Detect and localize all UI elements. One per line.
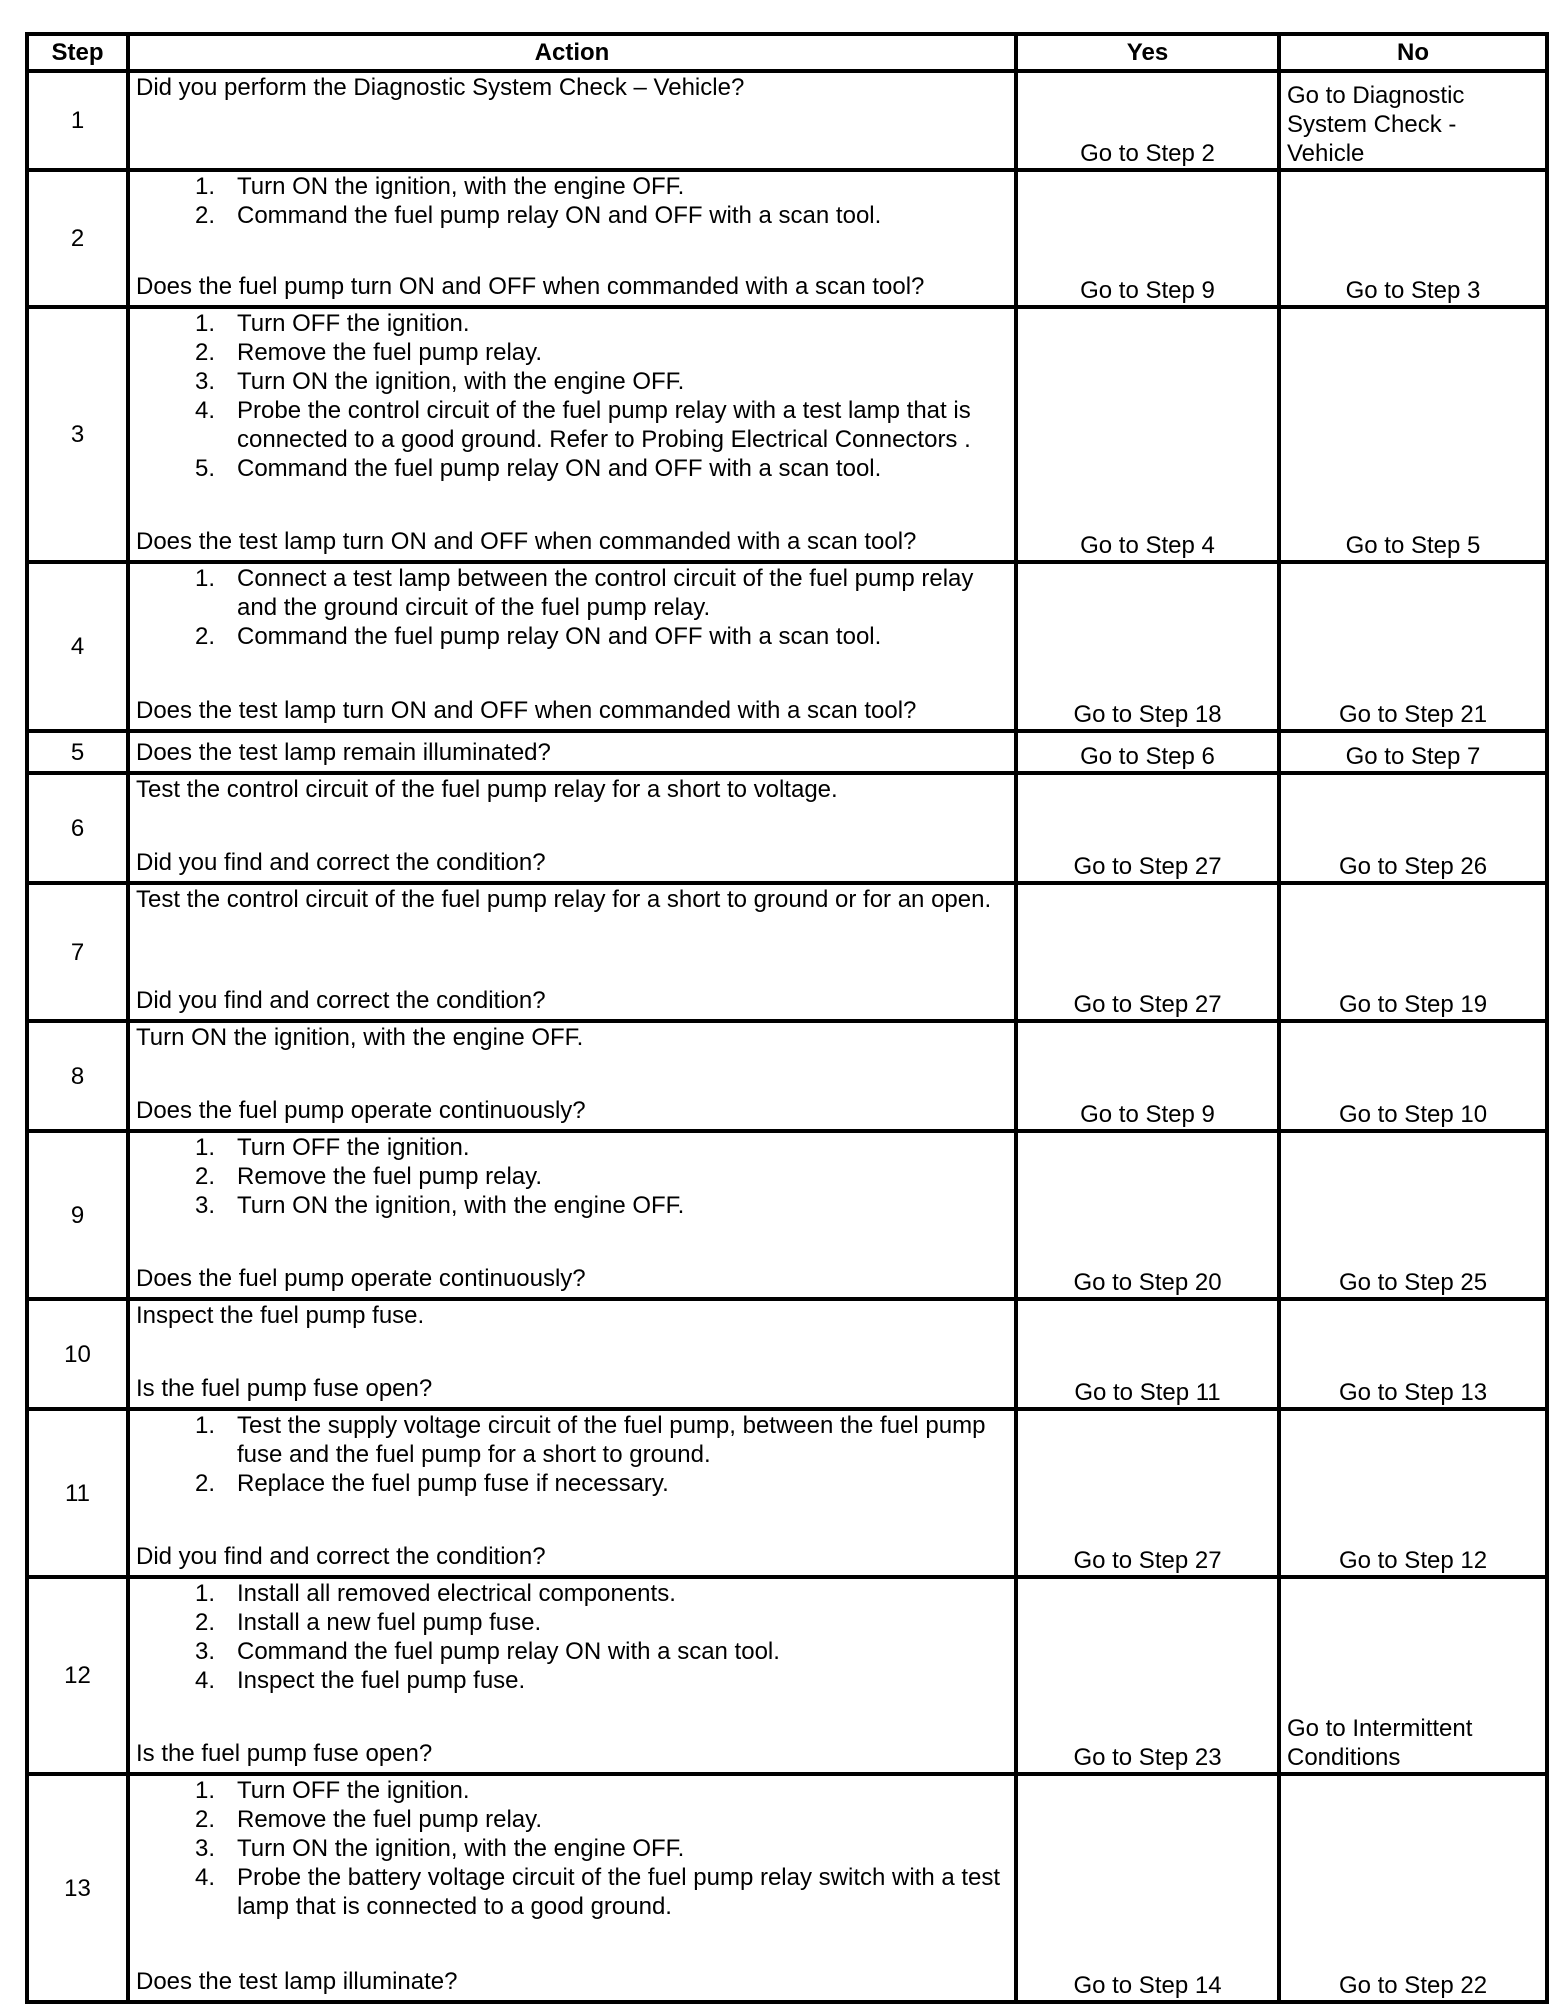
list-item (136, 564, 1008, 622)
list-item-text: Install all removed electrical components. (237, 1580, 676, 1607)
list-item-text: Connect a test lamp between the control circuit of the fuel pump relay and the ground circuit of the fuel pump relay. (237, 565, 974, 621)
list-item-number: 3. (194, 1638, 215, 1665)
action-question: Does the test lamp turn ON and OFF when commanded with a scan tool? (136, 697, 917, 724)
table-row (27, 1021, 1547, 1131)
no-link[interactable]: Go to Step 13 (1279, 1299, 1547, 1409)
list-item-text: Turn ON the ignition, with the engine OFF. (237, 1835, 685, 1862)
action-cell (128, 307, 1016, 562)
action-question: Does the test lamp illuminate? (136, 1968, 458, 1995)
list-item-number: 1. (194, 1412, 215, 1439)
no-link[interactable]: Go to Step 25 (1279, 1131, 1547, 1299)
action-intro: Inspect the fuel pump fuse. (136, 1302, 425, 1329)
list-item (136, 1805, 1008, 1834)
action-steps-list (136, 564, 1008, 651)
action-intro: Test the control circuit of the fuel pump relay for a short to voltage. (136, 776, 838, 803)
step-number: 7 (27, 883, 128, 1021)
list-item-number: 2. (194, 1609, 215, 1636)
list-item-number: 5. (194, 455, 215, 482)
header-step: Step (27, 34, 128, 71)
list-item-number: 1. (194, 310, 215, 337)
list-item (136, 367, 1008, 396)
table-row (27, 1131, 1547, 1299)
list-item-text: Command the fuel pump relay ON and OFF with a scan tool. (237, 202, 882, 229)
yes-link[interactable]: Go to Step 27 (1016, 883, 1279, 1021)
table-row (27, 562, 1547, 731)
step-number: 8 (27, 1021, 128, 1131)
no-link[interactable]: Go to Step 21 (1279, 562, 1547, 731)
action-steps-list (136, 309, 1008, 483)
action-steps-list (136, 172, 1008, 230)
list-item-text: Turn ON the ignition, with the engine OFF. (237, 368, 685, 395)
action-cell (128, 1131, 1016, 1299)
table-row (27, 773, 1547, 883)
action-cell (128, 170, 1016, 307)
list-item-text: Turn OFF the ignition. (237, 1134, 470, 1161)
action-steps-list (136, 1411, 1008, 1498)
yes-link[interactable]: Go to Step 23 (1016, 1577, 1279, 1774)
action-cell (128, 71, 1016, 170)
list-item-text: Replace the fuel pump fuse if necessary. (237, 1470, 669, 1497)
list-item-number: 2. (194, 623, 215, 650)
list-item-text: Command the fuel pump relay ON and OFF with a scan tool. (237, 455, 882, 482)
action-steps-list (136, 1133, 1008, 1220)
list-item (136, 1133, 1008, 1162)
step-number: 11 (27, 1409, 128, 1577)
step-number: 6 (27, 773, 128, 883)
list-item (136, 1579, 1008, 1608)
list-item (136, 338, 1008, 367)
no-link[interactable]: Go to Diagnostic System Check - Vehicle (1279, 71, 1547, 170)
list-item-number: 1. (194, 1777, 215, 1804)
list-item-text: Command the fuel pump relay ON with a scan tool. (237, 1638, 780, 1665)
no-link[interactable]: Go to Step 22 (1279, 1774, 1547, 2002)
action-cell (128, 731, 1016, 773)
action-cell (128, 883, 1016, 1021)
no-link[interactable]: Go to Intermittent Conditions (1279, 1577, 1547, 1774)
list-item-text: Remove the fuel pump relay. (237, 1806, 543, 1833)
step-number: 5 (27, 731, 128, 773)
list-item (136, 1863, 1008, 1921)
yes-link[interactable]: Go to Step 9 (1016, 1021, 1279, 1131)
yes-link[interactable]: Go to Step 6 (1016, 731, 1279, 773)
diagnostic-table (25, 32, 1549, 2004)
no-link[interactable]: Go to Step 12 (1279, 1409, 1547, 1577)
list-item (136, 1411, 1008, 1469)
list-item (136, 1666, 1008, 1695)
step-number: 3 (27, 307, 128, 562)
action-question: Is the fuel pump fuse open? (136, 1375, 433, 1402)
yes-link[interactable]: Go to Step 4 (1016, 307, 1279, 562)
list-item-text: Install a new fuel pump fuse. (237, 1609, 542, 1636)
list-item (136, 1834, 1008, 1863)
list-item-number: 3. (194, 1192, 215, 1219)
list-item (136, 1162, 1008, 1191)
table-row (27, 1774, 1547, 2002)
list-item (136, 454, 1008, 483)
table-row (27, 307, 1547, 562)
table-row (27, 883, 1547, 1021)
yes-link[interactable]: Go to Step 27 (1016, 773, 1279, 883)
header-row (27, 34, 1547, 71)
action-cell (128, 1577, 1016, 1774)
yes-link[interactable]: Go to Step 11 (1016, 1299, 1279, 1409)
no-link[interactable]: Go to Step 5 (1279, 307, 1547, 562)
step-number: 9 (27, 1131, 128, 1299)
action-cell (128, 562, 1016, 731)
list-item (136, 1469, 1008, 1498)
action-question: Does the fuel pump operate continuously? (136, 1265, 586, 1292)
yes-link[interactable]: Go to Step 20 (1016, 1131, 1279, 1299)
action-steps-list (136, 1776, 1008, 1921)
list-item (136, 201, 1008, 230)
action-steps-list (136, 1579, 1008, 1695)
list-item-number: 4. (194, 1667, 215, 1694)
list-item-number: 1. (194, 1134, 215, 1161)
action-question: Did you find and correct the condition? (136, 987, 546, 1014)
action-intro: Turn ON the ignition, with the engine OFF. (136, 1024, 584, 1051)
list-item-text: Turn OFF the ignition. (237, 1777, 470, 1804)
no-link[interactable]: Go to Step 19 (1279, 883, 1547, 1021)
step-number: 4 (27, 562, 128, 731)
table-row (27, 731, 1547, 773)
action-question: Does the fuel pump turn ON and OFF when commanded with a scan tool? (136, 273, 925, 300)
yes-link[interactable]: Go to Step 2 (1016, 71, 1279, 170)
yes-link[interactable]: Go to Step 14 (1016, 1774, 1279, 2002)
list-item-number: 1. (194, 1580, 215, 1607)
list-item-text: Turn ON the ignition, with the engine OFF. (237, 173, 685, 200)
action-question: Does the test lamp remain illuminated? (136, 738, 551, 766)
list-item (136, 1608, 1008, 1637)
action-question: Did you find and correct the condition? (136, 849, 546, 876)
action-question: Does the test lamp turn ON and OFF when commanded with a scan tool? (136, 528, 917, 555)
no-link[interactable]: Go to Step 7 (1279, 731, 1547, 773)
action-cell (128, 1021, 1016, 1131)
list-item-number: 4. (194, 397, 215, 424)
header-no: No (1279, 34, 1547, 71)
table-row (27, 1409, 1547, 1577)
table-row (27, 170, 1547, 307)
list-item-text: Test the supply voltage circuit of the fuel pump, between the fuel pump fuse and the fuel pump for a short to ground. (237, 1412, 986, 1468)
step-number: 13 (27, 1774, 128, 2002)
list-item-number: 1. (194, 565, 215, 592)
list-item-number: 2. (194, 1806, 215, 1833)
header-yes: Yes (1016, 34, 1279, 71)
list-item (136, 1191, 1008, 1220)
no-link[interactable]: Go to Step 10 (1279, 1021, 1547, 1131)
list-item-text: Remove the fuel pump relay. (237, 1163, 543, 1190)
list-item (136, 622, 1008, 651)
action-intro: Test the control circuit of the fuel pump relay for a short to ground or for an open. (136, 886, 992, 913)
action-cell (128, 1299, 1016, 1409)
no-link[interactable]: Go to Step 26 (1279, 773, 1547, 883)
list-item-text: Probe the battery voltage circuit of the fuel pump relay switch with a test lamp that is connected to a good ground. (237, 1864, 1001, 1920)
list-item-number: 3. (194, 1835, 215, 1862)
list-item (136, 1776, 1008, 1805)
action-cell (128, 1774, 1016, 2002)
step-number: 2 (27, 170, 128, 307)
list-item (136, 1637, 1008, 1666)
list-item-number: 2. (194, 202, 215, 229)
yes-link[interactable]: Go to Step 18 (1016, 562, 1279, 731)
list-item-number: 3. (194, 368, 215, 395)
table-row (27, 1299, 1547, 1409)
list-item-text: Turn OFF the ignition. (237, 310, 470, 337)
no-link[interactable]: Go to Step 3 (1279, 170, 1547, 307)
step-number: 1 (27, 71, 128, 170)
action-cell (128, 773, 1016, 883)
list-item-number: 4. (194, 1864, 215, 1891)
yes-link[interactable]: Go to Step 9 (1016, 170, 1279, 307)
list-item-text: Probe the control circuit of the fuel pump relay with a test lamp that is connected to a good ground. Refer to Probing Electrical Connectors . (237, 397, 971, 453)
action-question: Does the fuel pump operate continuously? (136, 1097, 586, 1124)
yes-link[interactable]: Go to Step 27 (1016, 1409, 1279, 1577)
list-item-number: 1. (194, 173, 215, 200)
action-question: Is the fuel pump fuse open? (136, 1740, 433, 1767)
action-question: Did you find and correct the condition? (136, 1543, 546, 1570)
header-action: Action (128, 34, 1016, 71)
list-item-text: Remove the fuel pump relay. (237, 339, 543, 366)
list-item-number: 2. (194, 1163, 215, 1190)
list-item-text: Turn ON the ignition, with the engine OFF. (237, 1192, 685, 1219)
table-row (27, 71, 1547, 170)
table-row (27, 1577, 1547, 1774)
list-item (136, 309, 1008, 338)
action-cell (128, 1409, 1016, 1577)
step-number: 12 (27, 1577, 128, 1774)
list-item-number: 2. (194, 1470, 215, 1497)
step-number: 10 (27, 1299, 128, 1409)
list-item-text: Inspect the fuel pump fuse. (237, 1667, 526, 1694)
list-item-number: 2. (194, 339, 215, 366)
action-intro: Did you perform the Diagnostic System Check – Vehicle? (136, 74, 745, 101)
list-item (136, 396, 1008, 454)
list-item (136, 172, 1008, 201)
list-item-text: Command the fuel pump relay ON and OFF with a scan tool. (237, 623, 882, 650)
